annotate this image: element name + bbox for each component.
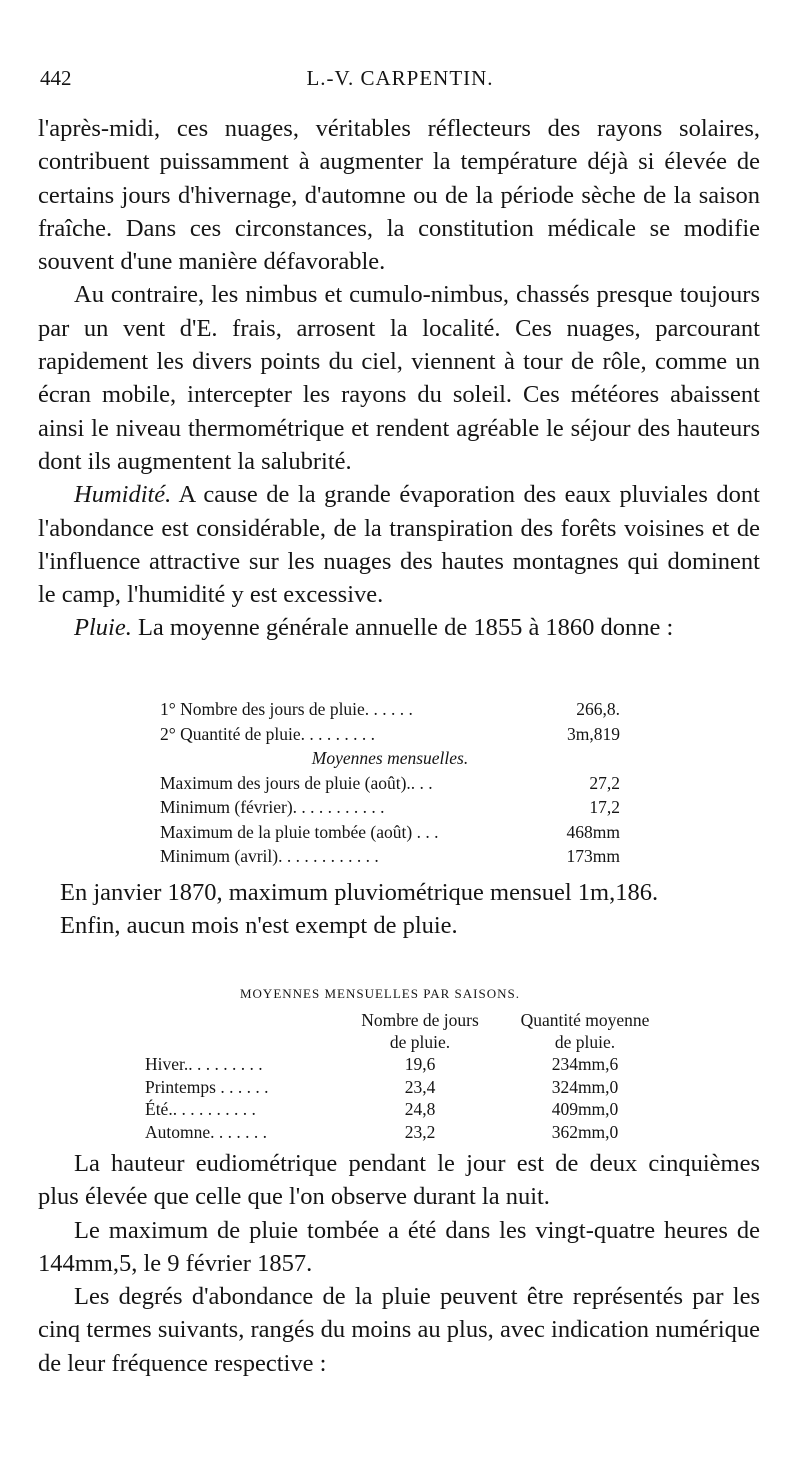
paragraph-pluie bbox=[38, 611, 760, 644]
season-quantity: 324mm,0 bbox=[551, 1076, 619, 1097]
season-name: Hiver.. . . . . . . . . bbox=[145, 1054, 263, 1074]
season-quantity: 234mm,6 bbox=[551, 1054, 619, 1074]
section-lead-humidite: Humidité. bbox=[74, 481, 172, 509]
paragraph-1: l'après-midi, ces nuages, véritables réflecteurs des rayons solaires, contribuent puissamment à augmenter la température déjà si élevée de certains jours d'hivernage, d'automne ou de la période sèche de la saison fraîche. Dans ces circonstances, la constitution médicale se modifie souvent d'une manière défavorable. bbox=[38, 115, 760, 276]
header-line: de pluie. bbox=[554, 1032, 616, 1052]
middle-text bbox=[60, 876, 760, 943]
closing-text bbox=[38, 1147, 760, 1380]
row-label: Maximum de la pluie tombée (août) . . . bbox=[160, 821, 439, 842]
paragraph-janvier: En janvier 1870, maximum pluviométrique mensuel 1m,186. bbox=[60, 879, 659, 906]
row-label: Minimum (février). . . . . . . . . . . bbox=[160, 797, 385, 817]
paragraph-eudiometrique: La hauteur eudiométrique pendant le jour est de deux cinquièmes plus élevée que celle que l'on observe durant la nuit. bbox=[38, 1150, 760, 1211]
column-header-quantity bbox=[495, 1009, 675, 1053]
paragraph-humidite-text: A cause de la grande évaporation des eaux pluviales dont l'abondance est considérable, de la transpiration des forêts voisines et de l'influence attractive sur les nuages des hautes montagnes qui dominent le camp, l'humidité y est excessive. bbox=[38, 481, 760, 609]
table-subtitle: Moyennes mensuelles. bbox=[311, 748, 469, 768]
season-quantity: 362mm,0 bbox=[551, 1121, 619, 1142]
section-lead-pluie: Pluie. bbox=[74, 614, 132, 642]
running-title: L.-V. CARPENTIN. bbox=[306, 66, 494, 90]
header-line: de pluie. bbox=[389, 1032, 451, 1052]
table-row bbox=[145, 1098, 675, 1121]
table-row bbox=[160, 697, 620, 722]
table-row bbox=[160, 844, 620, 869]
table-row bbox=[145, 1076, 675, 1099]
header-line: Nombre de jours bbox=[361, 1010, 479, 1030]
row-value: 17,2 bbox=[589, 797, 620, 817]
season-quantity: 409mm,0 bbox=[551, 1099, 619, 1119]
header-line: Quantité moyenne bbox=[520, 1010, 650, 1030]
paragraph-degres: Les degrés d'abondance de la pluie peuvent être représentés par les cinq termes suivants, rangés du moins au plus, avec indication numérique de leur fréquence respective : bbox=[38, 1283, 760, 1377]
column-header-days bbox=[345, 1009, 495, 1053]
row-value: 27,2 bbox=[589, 772, 620, 793]
table-row bbox=[160, 795, 620, 820]
seasonal-averages-table bbox=[145, 983, 675, 1143]
row-value: 468mm bbox=[566, 821, 620, 842]
row-label: 1° Nombre des jours de pluie. . . . . . bbox=[160, 699, 413, 719]
row-label: Maximum des jours de pluie (août).. . . bbox=[160, 772, 433, 793]
rain-statistics-table bbox=[160, 697, 620, 869]
table-header bbox=[145, 1009, 675, 1053]
row-value: 173mm bbox=[566, 846, 620, 866]
main-text bbox=[38, 112, 760, 645]
season-days: 19,6 bbox=[404, 1054, 436, 1074]
season-name: Été.. . . . . . . . . . bbox=[145, 1099, 256, 1119]
paragraph-enfin: Enfin, aucun mois n'est exempt de pluie. bbox=[60, 912, 458, 940]
row-value: 3m,819 bbox=[567, 723, 620, 744]
paragraph-maximum: Le maximum de pluie tombée a été dans les vingt-quatre heures de 144mm,5, le 9 février 1857. bbox=[38, 1216, 760, 1277]
table-row bbox=[160, 771, 620, 796]
table-row bbox=[160, 820, 620, 845]
row-value: 266,8. bbox=[576, 699, 620, 719]
row-label: 2° Quantité de pluie. . . . . . . . . bbox=[160, 723, 376, 744]
table-row bbox=[145, 1053, 675, 1076]
season-days: 23,2 bbox=[404, 1121, 436, 1142]
season-name: Printemps . . . . . . bbox=[145, 1076, 269, 1097]
table-row bbox=[160, 722, 620, 747]
season-days: 23,4 bbox=[404, 1076, 436, 1097]
paragraph-pluie-text: La moyenne générale annuelle de 1855 à 1860 donne : bbox=[131, 614, 674, 642]
table-caption: MOYENNES MENSUELLES PAR SAISONS. bbox=[239, 986, 520, 1001]
paragraph-humidite bbox=[38, 478, 760, 611]
row-label: Minimum (avril). . . . . . . . . . . . bbox=[160, 846, 379, 866]
season-name: Automne. . . . . . . bbox=[145, 1121, 268, 1142]
page-number: 442 bbox=[40, 66, 72, 90]
table-row bbox=[145, 1121, 675, 1144]
running-header bbox=[40, 66, 760, 96]
season-days: 24,8 bbox=[404, 1099, 436, 1119]
paragraph-2: Au contraire, les nimbus et cumulo-nimbus, chassés presque toujours par un vent d'E. frais, arrosent la localité. Ces nuages, parcourant rapidement les divers points du ciel, viennent à tour de rôle, comme un écran mobile, intercepter les rayons du soleil. Ces météores abaissent ainsi le niveau thermométrique et rendent agréable le séjour des hauteurs dont ils augmentent la salubrité. bbox=[38, 281, 760, 475]
